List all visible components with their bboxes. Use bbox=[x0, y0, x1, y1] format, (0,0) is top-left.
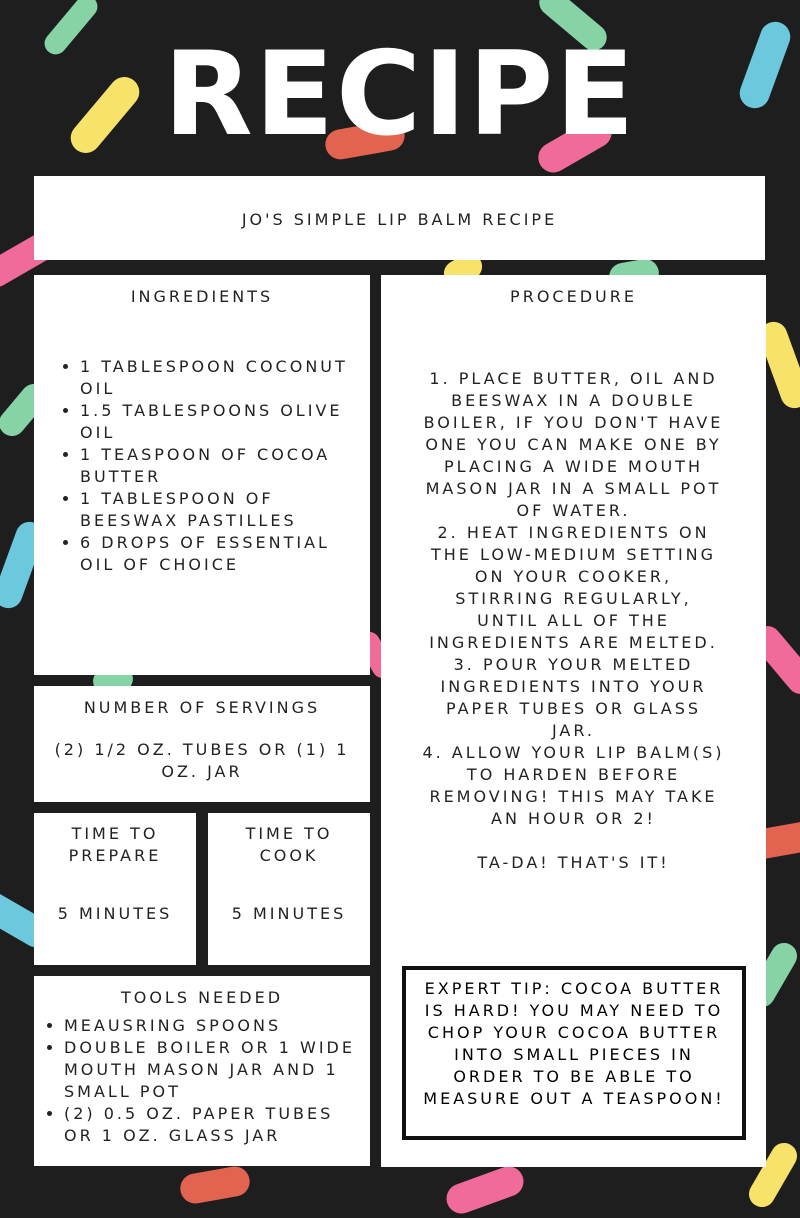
list-item: • 1 TEASPOON OF COCOA BUTTER bbox=[80, 444, 356, 488]
procedure-closing: TA-DA! THAT'S IT! bbox=[477, 853, 670, 872]
ingredients-list bbox=[34, 356, 370, 576]
recipe-name-card bbox=[34, 176, 765, 260]
recipe-name: JO'S SIMPLE LIP BALM RECIPE bbox=[241, 210, 558, 229]
servings-card bbox=[34, 686, 370, 802]
expert-tip: EXPERT TIP: COCOA BUTTER IS HARD! YOU MAY NEED TO CHOP YOUR COCOA BUTTER INTO SMALL PIECES IN ORDER TO BE ABLE TO MEASURE OUT A TEASPOON! bbox=[402, 966, 746, 1140]
procedure-step: 3. POUR YOUR MELTED INGREDIENTS INTO YOUR PAPER TUBES OR GLASS JAR. bbox=[440, 655, 707, 740]
list-item: • 6 DROPS OF ESSENTIAL OIL OF CHOICE bbox=[80, 532, 356, 576]
list-item: • DOUBLE BOILER OR 1 WIDE MOUTH MASON JAR AND 1 SMALL POT bbox=[64, 1037, 358, 1103]
cook-time-value: 5 MINUTES bbox=[231, 904, 347, 923]
procedure-step: 2. HEAT INGREDIENTS ON THE LOW-MEDIUM SETTING ON YOUR COOKER, STIRRING REGULARLY, UNTIL ALL OF THE INGREDIENTS ARE MELTED. bbox=[429, 523, 718, 652]
tools-card bbox=[34, 976, 370, 1166]
tools-heading: TOOLS NEEDED bbox=[120, 988, 284, 1007]
tools-list bbox=[34, 1015, 370, 1147]
page-title: RECIPE bbox=[163, 27, 637, 162]
list-item: • 1 TABLESPOON OF BEESWAX PASTILLES bbox=[80, 488, 356, 532]
servings-heading: NUMBER OF SERVINGS bbox=[83, 698, 321, 717]
list-item: • 1 TABLESPOON COCONUT OIL bbox=[80, 356, 356, 400]
procedure-steps bbox=[421, 368, 726, 830]
list-item: • MEAUSRING SPOONS bbox=[64, 1015, 358, 1037]
list-item: • (2) 0.5 OZ. PAPER TUBES OR 1 OZ. GLASS JAR bbox=[64, 1103, 358, 1147]
sprinkle-decoration bbox=[442, 1162, 527, 1218]
ingredients-heading: INGREDIENTS bbox=[130, 287, 274, 306]
procedure-step: 4. ALLOW YOUR LIP BALM(S) TO HARDEN BEFORE REMOVING! THIS MAY TAKE AN HOUR OR 2! bbox=[422, 743, 725, 828]
procedure-heading: PROCEDURE bbox=[510, 287, 637, 306]
procedure-step: 1. PLACE BUTTER, OIL AND BEESWAX IN A DOUBLE BOILER, IF YOU DON'T HAVE ONE YOU CAN MAKE ONE BY PLACING A WIDE MOUTH MASON JAR IN A SMALL POT OF WATER. bbox=[423, 369, 724, 520]
prep-time-value: 5 MINUTES bbox=[57, 904, 173, 923]
servings-value: (2) 1/2 OZ. TUBES OR (1) 1 OZ. JAR bbox=[54, 740, 350, 781]
cook-time-heading: TIME TO COOK bbox=[245, 824, 333, 865]
cook-time-card bbox=[208, 813, 370, 965]
ingredients-card bbox=[34, 275, 370, 675]
list-item: • 1.5 TABLESPOONS OLIVE OIL bbox=[80, 400, 356, 444]
prep-time-card bbox=[34, 813, 196, 965]
prep-time-heading: TIME TO PREPARE bbox=[68, 824, 162, 865]
